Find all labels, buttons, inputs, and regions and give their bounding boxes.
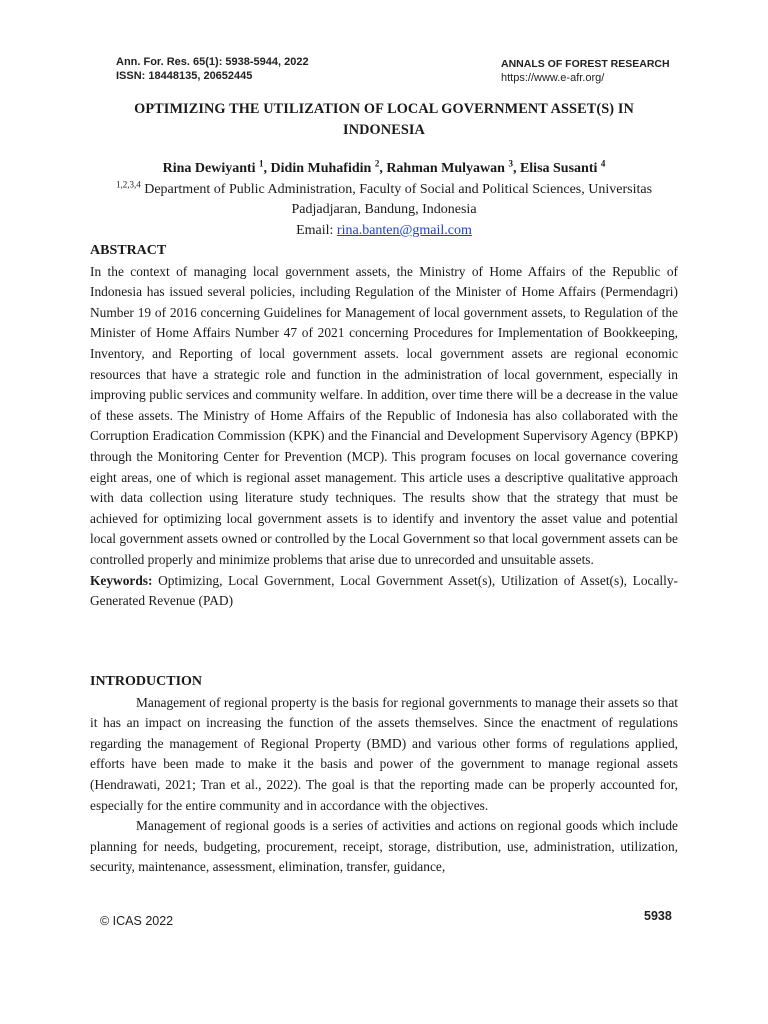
keywords-label: Keywords: [90,572,153,588]
author-sup: 4 [600,158,606,169]
journal-name-block [501,57,670,85]
author-list: Rina Dewiyanti $^1$, Didin Muhafidin $^2$, Rahman Mulyawan $^3$, Elisa Susanti $^4$ [162,158,606,176]
author-name: Elisa Susanti [519,161,598,176]
abstract-text: In the context of managing local government assets, the Ministry of Home Affairs of the Republic of Indonesia has issued several policies, including Regulation of the Minister of Home Affairs (Permendagri) Number 19 of 2016 concerning Guidelines for Management of local government assets, to Regulation of the Minister of Home Affairs Number 47 of 2021 concerning Procedures for Implementation of Bookkeeping, Inventory, and Reporting of local government assets. local government assets are regional economic resources that have a strategic role and function in the administration of local government, especially in improving public services and community welfare. In addition, over time there will be a decrease in the value of these assets. The Ministry of Home Affairs of the Republic of Indonesia has also collaborated with the Corruption Eradication Commission (KPK) and the Financial and Development Supervisory Agency (BPKP) through the Monitoring Center for Prevention (MCP). This program focuses on local governance covering eight areas, one of which is regional asset management. This article uses a descriptive qualitative approach with data collection using literature study techniques. The results show that the strategy that must be achieved for optimizing local government assets is to identify and inventory the asset value and potential local government assets owned or controlled by the Local Government so that local government assets can be controlled properly and minimize problems that arise due to unrecorded and unsuitable assets. [90,263,678,567]
introduction-heading: INTRODUCTION [90,674,203,689]
introduction-paragraph: Management of regional goods is a series of activities and actions on regional goods which include planning for needs, budgeting, procurement, receipt, storage, distribution, use, administration, utilization, security, maintenance, assessment, elimination, transfer, guidance, [90,818,678,875]
author-name: Rina Dewiyanti [162,161,256,176]
issn-line: ISSN: 18448135, 20652445 [116,70,253,82]
author-name: Rahman Mulyawan [386,161,505,176]
email-line [90,221,678,241]
paper-title: OPTIMIZING THE UTILIZATION OF LOCAL GOVERNMENT ASSET(S) IN INDONESIA [134,101,634,138]
keywords-line [90,571,678,612]
introduction-paragraph: Management of regional property is the basis for regional governments to manage their assets so that it has an impact on increasing the function of the assets themselves. Since the enactment of regulations regarding the management of Regional Property (BMD) and various other forms of regulations applied, efforts have been made to make it the basis and power of the government to manage regional assets (Hendrawati, 2021; Tran et al., 2022). The goal is that the reporting made can be properly accounted for, especially for the entire community and in accordance with the objectives. [90,694,678,813]
author-sup: 3 [508,158,513,169]
citation-line: Ann. For. Res. 65(1): 5938-5944, 2022 [116,56,309,68]
keywords-text: Optimizing, Local Government, Local Government Asset(s), Utilization of Asset(s), Locally-Generated Revenue (PAD) [90,572,678,609]
affiliation-text: Department of Public Administration, Faculty of Social and Political Sciences, Universitas Padjadjaran, Bandung, Indonesia [144,182,653,217]
journal-name: ANNALS OF FOREST RESEARCH [501,58,670,70]
author-sup: 2 [374,158,380,169]
page-number: 5938 [644,909,672,923]
journal-citation-block [116,55,309,83]
email-link[interactable]: rina.banten@gmail.com [336,223,472,238]
author-name: Didin Muhafidin [270,161,372,176]
affiliation-sup: 1,2,3,4 [115,179,141,190]
abstract-section [90,241,678,612]
author-sup: 1 [259,158,264,169]
abstract-heading: ABSTRACT [90,243,167,258]
footer-copyright: © ICAS 2022 [100,914,174,928]
journal-url[interactable]: https://www.e-afr.org/ [501,72,605,84]
email-label: Email: [296,223,334,238]
affiliation [90,180,678,220]
introduction-section [90,672,678,878]
